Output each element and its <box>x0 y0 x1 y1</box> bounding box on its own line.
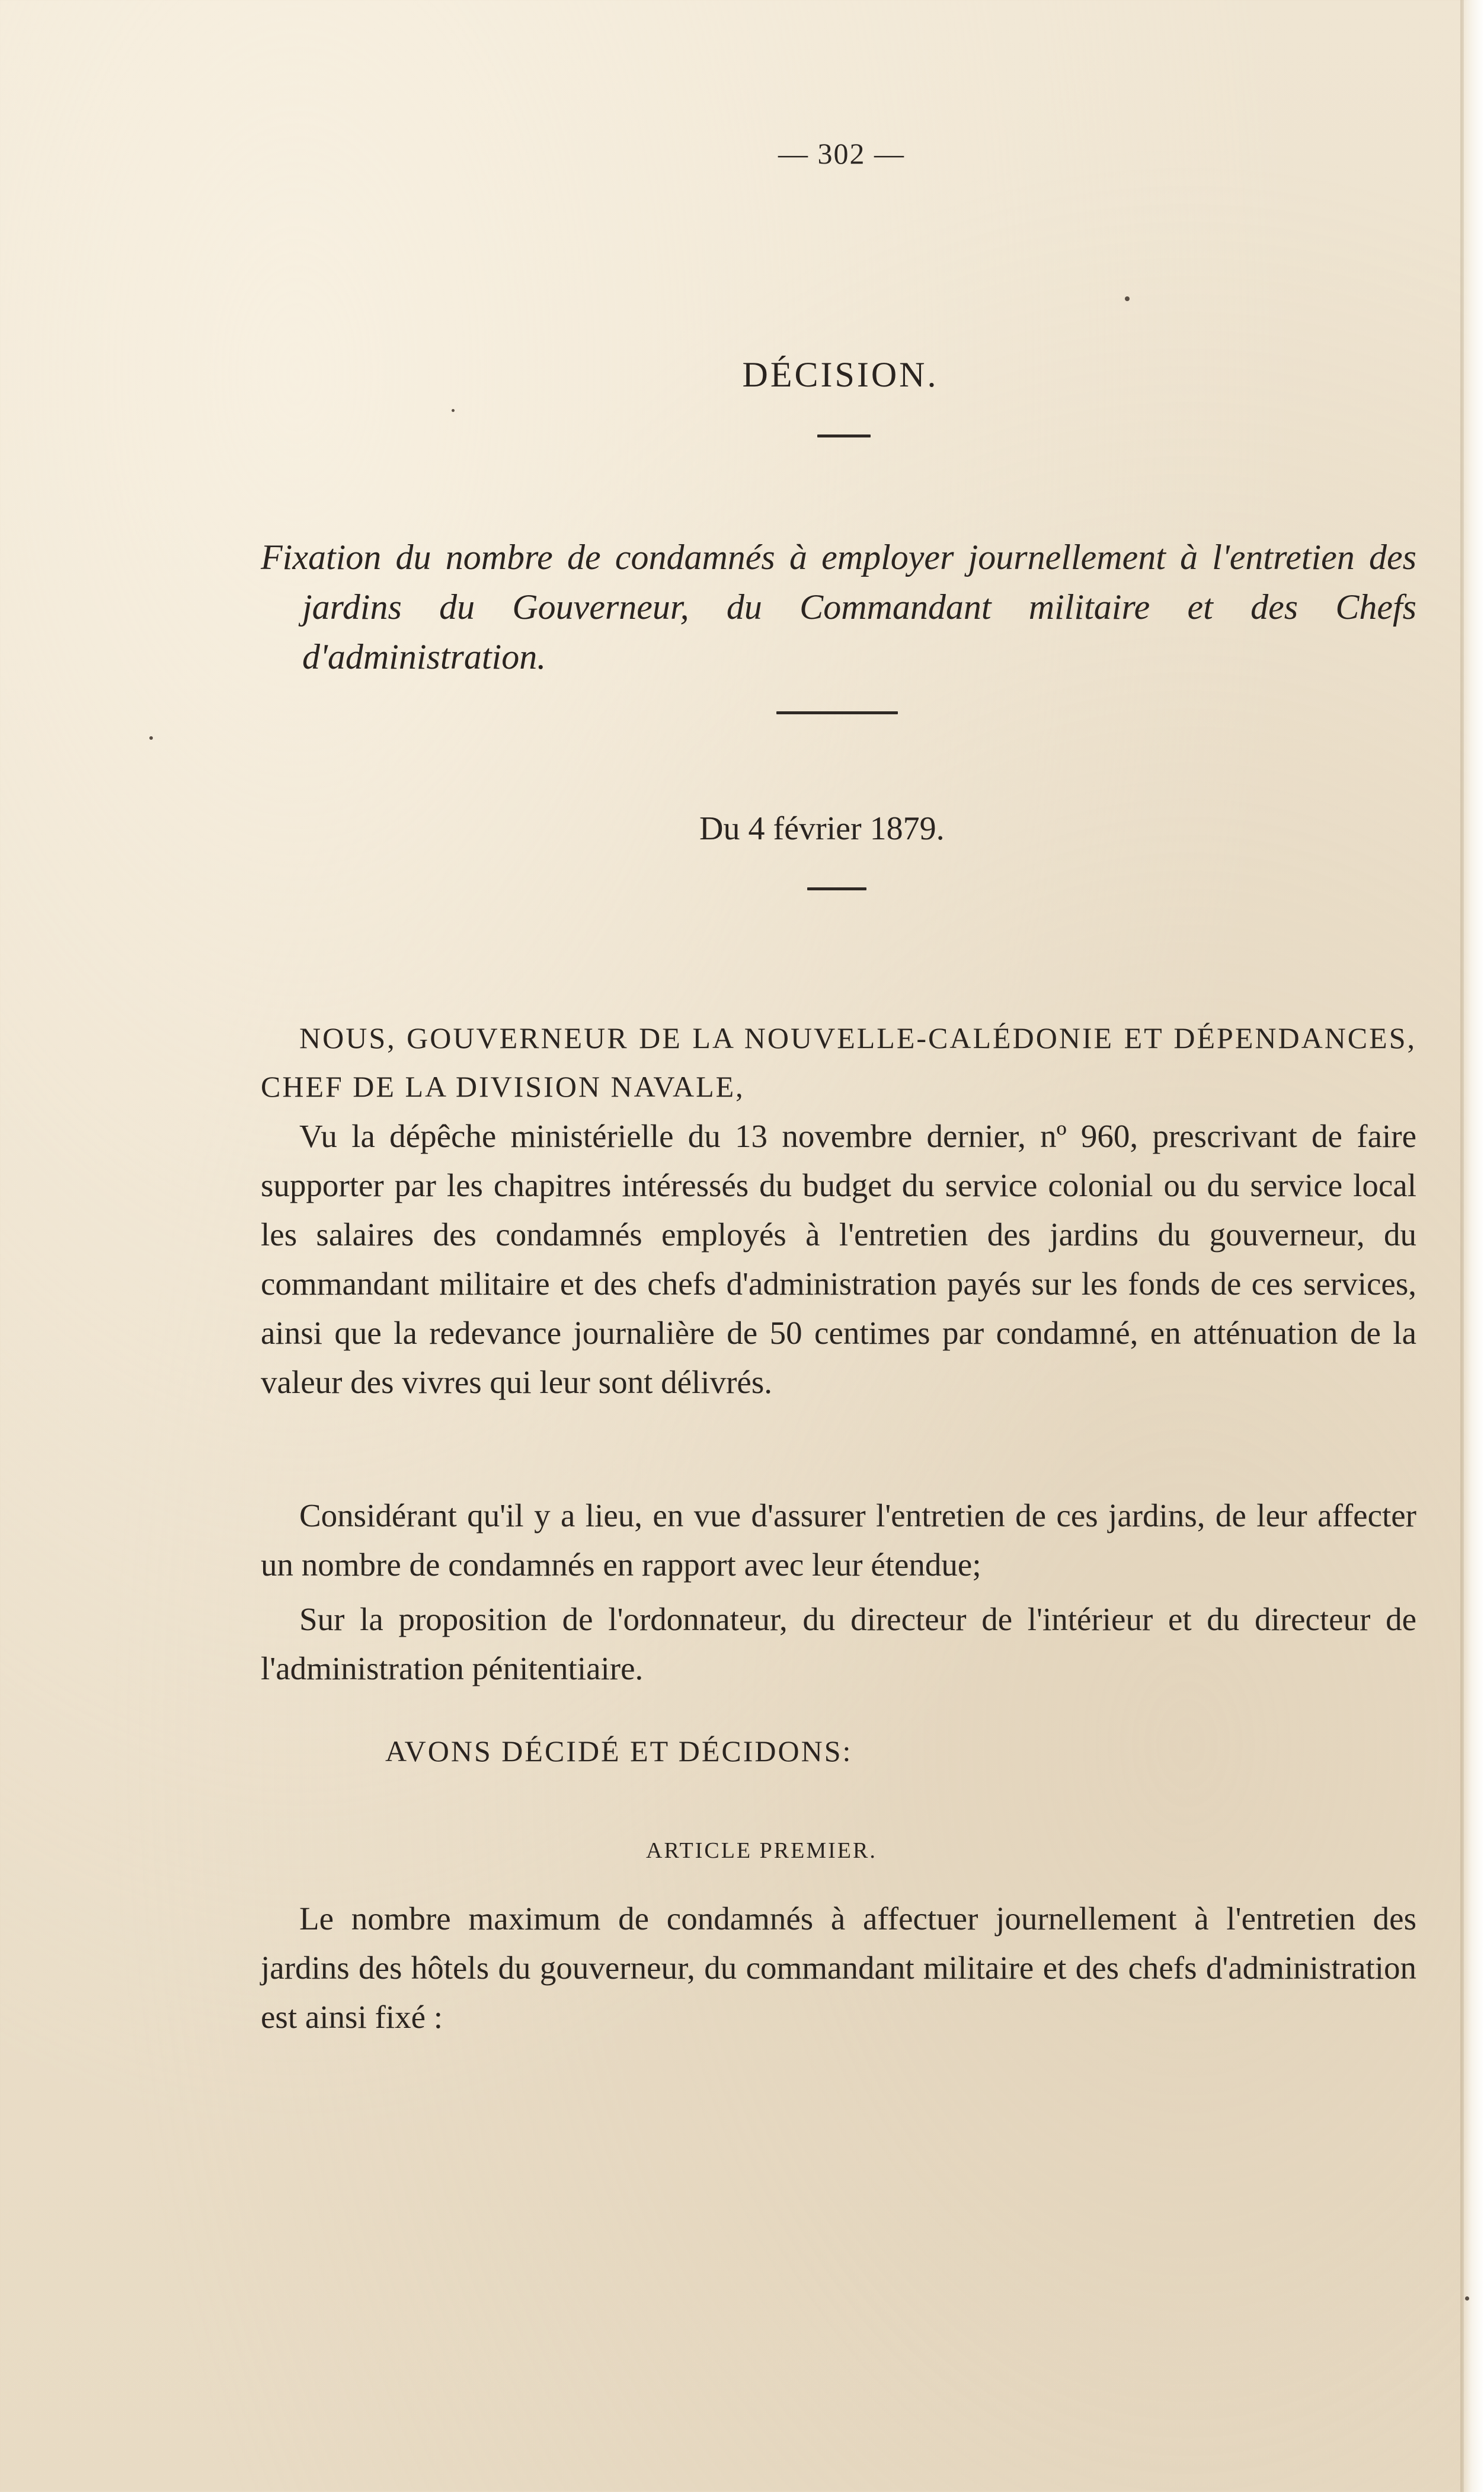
paper-speck <box>452 409 455 412</box>
subtitle-divider <box>776 711 898 714</box>
page-title: DÉCISION. <box>742 355 939 394</box>
page-edge <box>1461 0 1484 2492</box>
date-divider <box>807 887 866 890</box>
paper-speck <box>1125 296 1130 301</box>
paper-speck <box>1465 2296 1469 2301</box>
article-heading: ARTICLE PREMIER. <box>646 1838 877 1863</box>
decision-subtitle: Fixation du nombre de condamnés à employer journellement à l'entretien des jardins du Gouverneur, du Commandant militaire et des Chefs d'administration. <box>261 538 1416 676</box>
decision-date: Du 4 février 1879. <box>699 810 945 847</box>
paragraph-vu: Vu la dépêche ministérielle du 13 novembre dernier, nº 960, prescrivant de faire supporter par les chapitres intéressés du budget du service colonial ou du service local les salaires des condamnés employés à l'entretien des jardins du gouverneur, du commandant militaire et des chefs d'administration payés sur les fonds de ces services, ainsi que la redevance journalière de 50 centimes par condamné, en atténuation de la valeur des vivres qui leur sont délivrés. <box>261 1118 1416 1400</box>
paper-speck <box>149 736 153 740</box>
paragraph-considerant: Considérant qu'il y a lieu, en vue d'assurer l'entretien de ces jardins, de leur affecter un nombre de condamnés en rapport avec leur étendue; <box>261 1497 1416 1583</box>
preamble: NOUS, GOUVERNEUR DE LA NOUVELLE-CALÉDONIE ET DÉPENDANCES, CHEF DE LA DIVISION NAVALE, <box>261 1021 1416 1103</box>
paragraph-article-premier: Le nombre maximum de condamnés à affectuer journellement à l'entretien des jardins des hôtels du gouverneur, du commandant militaire et des chefs d'administration est ainsi fixé : <box>261 1900 1416 2035</box>
title-divider <box>817 434 871 437</box>
decision-line: AVONS DÉCIDÉ ET DÉCIDONS: <box>385 1734 853 1768</box>
paragraph-proposition: Sur la proposition de l'ordonnateur, du directeur de l'intérieur et du directeur de l'administration pénitentiaire. <box>261 1601 1416 1686</box>
page-number: — 302 — <box>778 137 905 170</box>
